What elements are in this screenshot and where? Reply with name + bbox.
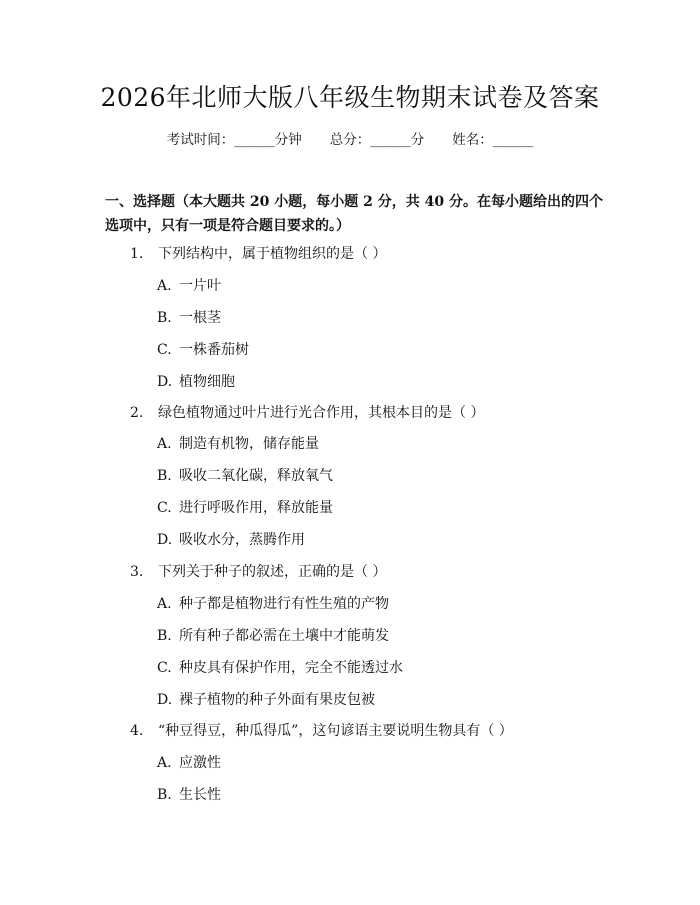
option-text: 吸收二氧化碳，释放氧气 bbox=[179, 468, 333, 484]
option-letter: D. bbox=[157, 532, 173, 548]
option-letter: D. bbox=[157, 374, 173, 390]
question-3 bbox=[130, 562, 386, 582]
question-text: “种豆得豆，种瓜得瓜”，这句谚语主要说明生物具有（ ） bbox=[158, 723, 513, 739]
option-1c bbox=[157, 340, 249, 360]
option-letter: D. bbox=[157, 692, 173, 708]
option-1a bbox=[157, 276, 221, 296]
option-4b bbox=[157, 785, 221, 805]
question-text: 下列关于种子的叙述，正确的是（ ） bbox=[158, 564, 387, 580]
option-text: 一株番茄树 bbox=[179, 342, 249, 358]
question-text: 绿色植物通过叶片进行光合作用，其根本目的是（ ） bbox=[158, 405, 485, 421]
exam-meta bbox=[0, 130, 700, 150]
option-text: 裸子植物的种子外面有果皮包被 bbox=[179, 692, 375, 708]
option-letter: B. bbox=[157, 310, 172, 326]
question-number: 3. bbox=[130, 564, 144, 580]
question-2 bbox=[130, 403, 484, 423]
option-3b bbox=[157, 626, 389, 646]
option-text: 种皮具有保护作用，完全不能透过水 bbox=[179, 660, 403, 676]
option-text: 所有种子都必需在土壤中才能萌发 bbox=[179, 628, 389, 644]
option-letter: C. bbox=[157, 342, 172, 358]
option-text: 应激性 bbox=[179, 755, 221, 771]
option-2c bbox=[157, 498, 333, 518]
option-1d bbox=[157, 372, 235, 392]
option-letter: A. bbox=[157, 596, 172, 612]
option-text: 进行呼吸作用，释放能量 bbox=[179, 500, 333, 516]
question-number: 2. bbox=[130, 405, 144, 421]
option-text: 种子都是植物进行有性生殖的产物 bbox=[179, 596, 389, 612]
option-letter: A. bbox=[157, 436, 172, 452]
exam-time: 考试时间：______分钟 bbox=[166, 132, 302, 148]
question-4 bbox=[130, 721, 513, 741]
option-text: 生长性 bbox=[179, 787, 221, 803]
option-letter: C. bbox=[157, 660, 172, 676]
option-letter: C. bbox=[157, 500, 172, 516]
question-number: 4. bbox=[130, 723, 144, 739]
section-heading: 一、选择题（本大题共 20 小题，每小题 2 分，共 40 分。在每小题给出的四个选项中，只有一项是符合题目要求的。） bbox=[105, 194, 603, 234]
option-1b bbox=[157, 308, 221, 328]
question-number: 1. bbox=[130, 246, 144, 262]
option-letter: B. bbox=[157, 468, 172, 484]
option-letter: A. bbox=[157, 278, 172, 294]
exam-name: 姓名：______ bbox=[452, 132, 534, 148]
question-1 bbox=[130, 244, 386, 264]
option-letter: B. bbox=[157, 628, 172, 644]
question-text: 下列结构中，属于植物组织的是（ ） bbox=[158, 246, 387, 262]
option-3d bbox=[157, 690, 375, 710]
option-text: 植物细胞 bbox=[179, 374, 235, 390]
exam-score: 总分：______分 bbox=[329, 132, 425, 148]
option-2b bbox=[157, 466, 333, 486]
page-title: 2026年北师大版八年级生物期末试卷及答案 bbox=[100, 83, 600, 112]
option-text: 制造有机物，储存能量 bbox=[179, 436, 319, 452]
option-3c bbox=[157, 658, 403, 678]
option-4a bbox=[157, 753, 221, 773]
option-letter: A. bbox=[157, 755, 172, 771]
option-text: 一片叶 bbox=[179, 278, 221, 294]
option-text: 一根茎 bbox=[179, 310, 221, 326]
option-letter: B. bbox=[157, 787, 172, 803]
option-2d bbox=[157, 530, 305, 550]
option-2a bbox=[157, 434, 319, 454]
option-3a bbox=[157, 594, 389, 614]
option-text: 吸收水分，蒸腾作用 bbox=[179, 532, 305, 548]
